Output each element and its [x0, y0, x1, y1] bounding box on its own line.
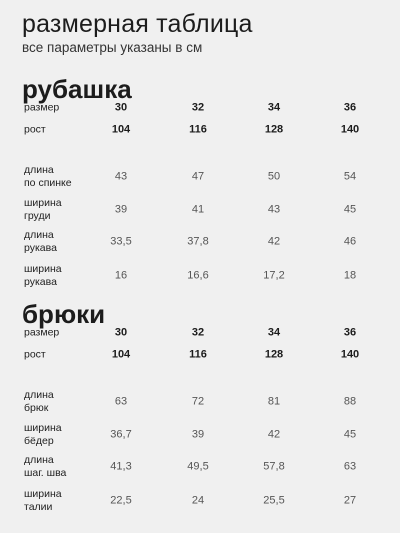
table-cell: 50 — [267, 170, 281, 183]
table-cell: 22,5 — [110, 494, 132, 507]
table-cell: 16,6 — [187, 269, 209, 282]
table-row — [0, 159, 400, 195]
table-cell: 16 — [114, 269, 128, 282]
table-cell: 140 — [340, 348, 360, 361]
table-cell: 17,2 — [263, 269, 285, 282]
table-cell: 88 — [343, 395, 357, 408]
table-cell: 41 — [191, 203, 205, 216]
section-title-pants: брюки — [22, 299, 106, 329]
table-row — [0, 224, 400, 260]
table-cell: 104 — [111, 348, 131, 361]
row-label: длина шаг. шва — [24, 454, 67, 479]
table-cell: 34 — [267, 101, 281, 114]
table-row — [0, 96, 400, 120]
table-cell: 32 — [191, 326, 205, 339]
table-row — [0, 483, 400, 519]
table-cell: 45 — [343, 428, 357, 441]
table-cell: 57,8 — [263, 460, 285, 473]
row-label: ширина бёдер — [24, 422, 62, 447]
table-cell: 32 — [191, 101, 205, 114]
table-cell: 30 — [114, 101, 128, 114]
table-cell: 33,5 — [110, 235, 132, 248]
table-row — [0, 258, 400, 294]
table-cell: 27 — [343, 494, 357, 507]
section-title-shirt: рубашка — [22, 74, 132, 104]
row-label: длина брюк — [24, 389, 54, 414]
table-cell: 128 — [264, 123, 284, 136]
table-cell: 25,5 — [263, 494, 285, 507]
table-cell: 63 — [343, 460, 357, 473]
table-row — [0, 343, 400, 367]
table-cell: 30 — [114, 326, 128, 339]
table-cell: 104 — [111, 123, 131, 136]
table-cell: 42 — [267, 235, 281, 248]
row-label: длина рукава — [24, 229, 57, 254]
row-label: рост — [24, 123, 46, 136]
row-label: размер — [24, 326, 60, 339]
table-cell: 128 — [264, 348, 284, 361]
table-cell: 72 — [191, 395, 205, 408]
table-row — [0, 384, 400, 420]
table-row — [0, 192, 400, 228]
table-row — [0, 321, 400, 345]
table-cell: 49,5 — [187, 460, 209, 473]
table-row — [0, 449, 400, 485]
table-row — [0, 417, 400, 453]
table-row — [0, 118, 400, 142]
table-cell: 63 — [114, 395, 128, 408]
page-title: размерная таблица — [22, 10, 253, 38]
table-cell: 42 — [267, 428, 281, 441]
table-cell: 116 — [189, 348, 207, 361]
page-subtitle: все параметры указаны в см — [22, 40, 203, 55]
table-cell: 46 — [343, 235, 357, 248]
table-cell: 36,7 — [110, 428, 132, 441]
row-label: ширина рукава — [24, 263, 62, 288]
table-cell: 116 — [189, 123, 207, 136]
table-cell: 34 — [267, 326, 281, 339]
table-cell: 140 — [340, 123, 360, 136]
row-label: рост — [24, 348, 46, 361]
table-cell: 39 — [114, 203, 128, 216]
table-cell: 36 — [343, 326, 357, 339]
row-label: ширина груди — [24, 197, 62, 222]
table-cell: 41,3 — [110, 460, 132, 473]
table-cell: 24 — [191, 494, 205, 507]
table-cell: 47 — [191, 170, 205, 183]
row-label: ширина талии — [24, 488, 62, 513]
table-cell: 43 — [267, 203, 281, 216]
table-cell: 36 — [343, 101, 357, 114]
table-cell: 43 — [114, 170, 128, 183]
table-cell: 81 — [267, 395, 281, 408]
table-cell: 37,8 — [187, 235, 209, 248]
row-label: длина по спинке — [24, 164, 72, 189]
table-cell: 39 — [191, 428, 205, 441]
table-cell: 54 — [343, 170, 357, 183]
table-cell: 45 — [343, 203, 357, 216]
table-cell: 18 — [343, 269, 357, 282]
row-label: размер — [24, 101, 60, 114]
